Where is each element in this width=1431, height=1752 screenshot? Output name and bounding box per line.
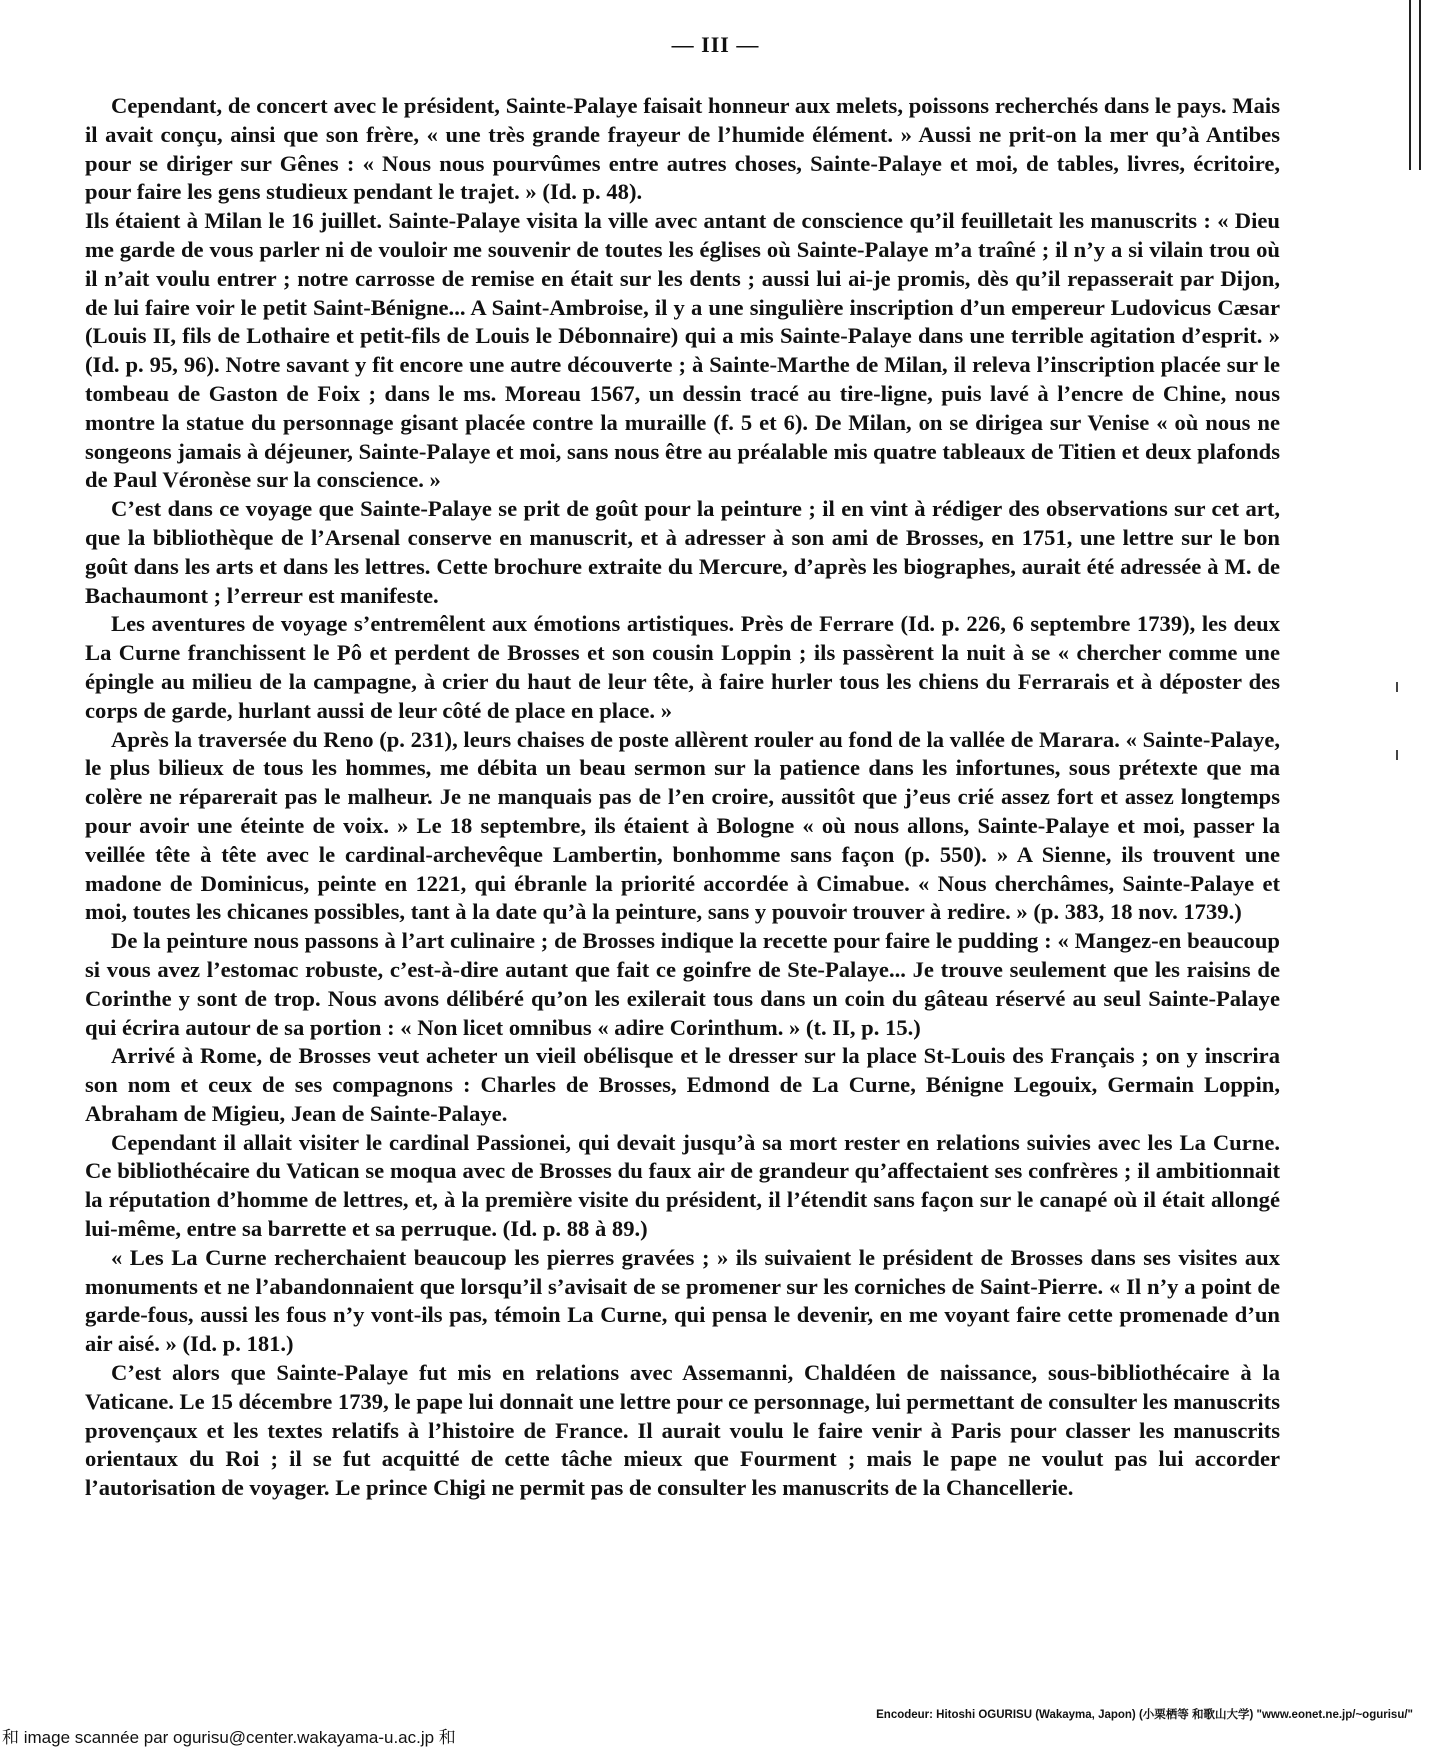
paragraph: Ils étaient à Milan le 16 juillet. Sainte-Palaye visita la ville avec antant de conscience qu’il feuilletait les manuscrits : « Dieu me garde de vous parler ni de vouloir me souvenir de toutes les églises où Sainte-Palaye m’a traîné ; il n’y a si vilain trou où il n’ait voulu entrer ; notre carrosse de remise en était sur les dents ; aussi lui ai-je promis, dès qu’il repasserait par Dijon, de lui faire voir le petit Saint-Bénigne... A Saint-Ambroise, il y a une singulière inscription d’un empereur Ludovicus Cæsar (Louis II, fils de Lothaire et petit-fils de Louis le Débonnaire) qui a mis Sainte-Palaye dans une terrible agitation d’esprit. » (Id. p. 95, 96). Notre savant y fit encore une autre découverte ; à Sainte-Marthe de Milan, il releva l’inscription placée sur le tombeau de Gaston de Foix ; dans le ms. Moreau 1567, un dessin tracé au tire-ligne, puis lavé à l’encre de Chine, nous montre la statue du personnage gisant placée contre la muraille (f. 5 et 6). De Milan, on se dirigea sur Venise « où nous ne songeons jamais à déjeuner, Sainte-Palaye et moi, sans nous être au préalable mis quatre tableaux de Titien et deux plafonds de Paul Véronèse sur la conscience. »	[85, 208, 1280, 493]
paragraph: De la peinture nous passons à l’art culinaire ; de Brosses indique la recette pour faire le pudding : « Mangez-en beaucoup si vous avez l’estomac robuste, c’est-à-dire autant que fait ce goinfre de Ste-Palaye... Je trouve seulement que les raisins de Corinthe y sont de trop. Nous avons délibéré qu’on les exilerait tous dans un coin du gâteau réservé au seul Sainte-Palaye qui écrira autour de sa portion : « Non licet omnibus « adire Corinthum. » (t. II, p. 15.)	[85, 928, 1280, 1040]
paragraph: Cependant, de concert avec le président, Sainte-Palaye faisait honneur aux melets, poissons recherchés dans le pays. Mais il avait conçu, ainsi que son frère, « une très grande frayeur de l’humide élément. » Aussi ne prit-on la mer qu’à Antibes pour se diriger sur Gênes : « Nous nous pourvûmes entre autres choses, Sainte-Palaye et moi, de tables, livres, écritoire, pour faire les gens studieux pendant le trajet. » (Id. p. 48).	[85, 93, 1280, 205]
paragraph: Après la traversée du Reno (p. 231), leurs chaises de poste allèrent rouler au fond de la vallée de Marara. « Sainte-Palaye, le plus bilieux de tous les hommes, me débita un beau sermon sur la patience dans les infortunes, sous prétexte que ma colère ne réparerait pas le malheur. Je ne manquais pas de l’en croire, aussitôt que j’eus crié assez fort et assez longtemps pour avoir une éteinte de voix. » Le 18 septembre, ils étaient à Bologne « où nous allons, Sainte-Palaye et moi, passer la veillée tête à tête avec le cardinal-archevêque Lambertin, bonhomme sans façon (p. 550). » A Sienne, ils trouvent une madone de Dominicus, peinte en 1221, qui ébranle la priorité accordée à Cimabue. « Nous cherchâmes, Sainte-Palaye et moi, toutes les chicanes possibles, tant à la date qu’à la peinture, sans y pouvoir trouver à redire. » (p. 383, 18 nov. 1739.)	[85, 726, 1280, 925]
body-text	[85, 92, 1280, 1503]
scan-credit: 和 image scannée par ogurisu@center.wakayama-u.ac.jp 和	[2, 1728, 456, 1747]
paragraph: « Les La Curne recherchaient beaucoup les pierres gravées ; » ils suivaient le président de Brosses dans ses visites aux monuments et ne l’abandonnaient que lorsqu’il s’avisait de se promener sur les corniches de Saint-Pierre. « Il n’y a point de garde-fous, aussi les fous n’y vont-ils pas, témoin La Curne, qui pensa le devenir, en me voyant faire cette promenade d’un air aisé. » (Id. p. 181.)	[85, 1244, 1280, 1357]
paragraph: C’est dans ce voyage que Sainte-Palaye se prit de goût pour la peinture ; il en vint à rédiger des observations sur cet art, que la bibliothèque de l’Arsenal conserve en manuscrit, et à adresser à son ami de Brosses, en 1751, une lettre sur le bon goût dans les arts et dans les lettres. Cette brochure extraite du Mercure, d’après les biographes, aurait été adressée à M. de Bachaumont ; l’erreur est manifeste.	[85, 496, 1280, 608]
paragraph: Les aventures de voyage s’entremêlent aux émotions artistiques. Près de Ferrare (Id. p. 226, 6 septembre 1739), les deux La Curne franchissent le Pô et perdent de Brosses et son cousin Loppin ; ils passèrent la nuit à se « chercher comme une épingle au milieu de la campagne, à crier du haut de leur tête, à faire hurler tous les chiens du Ferrarais et à déposter des corps de garde, hurlant aussi de leur côté de place en place. »	[85, 611, 1280, 723]
paragraph: C’est alors que Sainte-Palaye fut mis en relations avec Assemanni, Chaldéen de naissance, sous-bibliothécaire à la Vaticane. Le 15 décembre 1739, le pape lui donnait une lettre pour ce personnage, lui permettant de consulter les manuscrits provençaux et les textes relatifs à l’histoire de France. Il aurait voulu le faire venir à Paris pour classer les manuscrits orientaux du Roi ; il se fut acquitté de cette tâche mieux que Fourment ; mais le pape ne voulut pas lui accorder l’autorisation de voyager. Le prince Chigi ne permit pas de consulter les manuscrits de la Chancellerie.	[85, 1360, 1280, 1501]
page-number: — III —	[671, 32, 760, 57]
scan-tick	[1396, 750, 1398, 760]
paragraph: Cependant il allait visiter le cardinal Passionei, qui devait jusqu’à sa mort rester en relations suivies avec les La Curne. Ce bibliothécaire du Vatican se moqua avec de Brosses du faux air de grandeur qu’affectaient ses confrères ; il ambitionnait la réputation d’homme de lettres, et, à la première visite du président, il l’étendit sans façon sur le canapé où il était allongé lui-même, entre sa barrette et sa perruque. (Id. p. 88 à 89.)	[85, 1129, 1280, 1242]
margin-bracket-right	[1409, 0, 1421, 170]
paragraph: Arrivé à Rome, de Brosses veut acheter un vieil obélisque et le dresser sur la place St-Louis des Français ; on y inscrira son nom et ceux de ses compagnons : Charles de Brosses, Edmond de La Curne, Bénigne Legouix, Germain Loppin, Abraham de Migieu, Jean de Sainte-Palaye.	[85, 1043, 1280, 1126]
encoder-credit: Encodeur: Hitoshi OGURISU (Wakayma, Japon) (小栗栖等 和歌山大学) "www.eonet.ne.jp/~ogurisu/"	[876, 1709, 1413, 1721]
scan-tick	[1396, 682, 1398, 692]
